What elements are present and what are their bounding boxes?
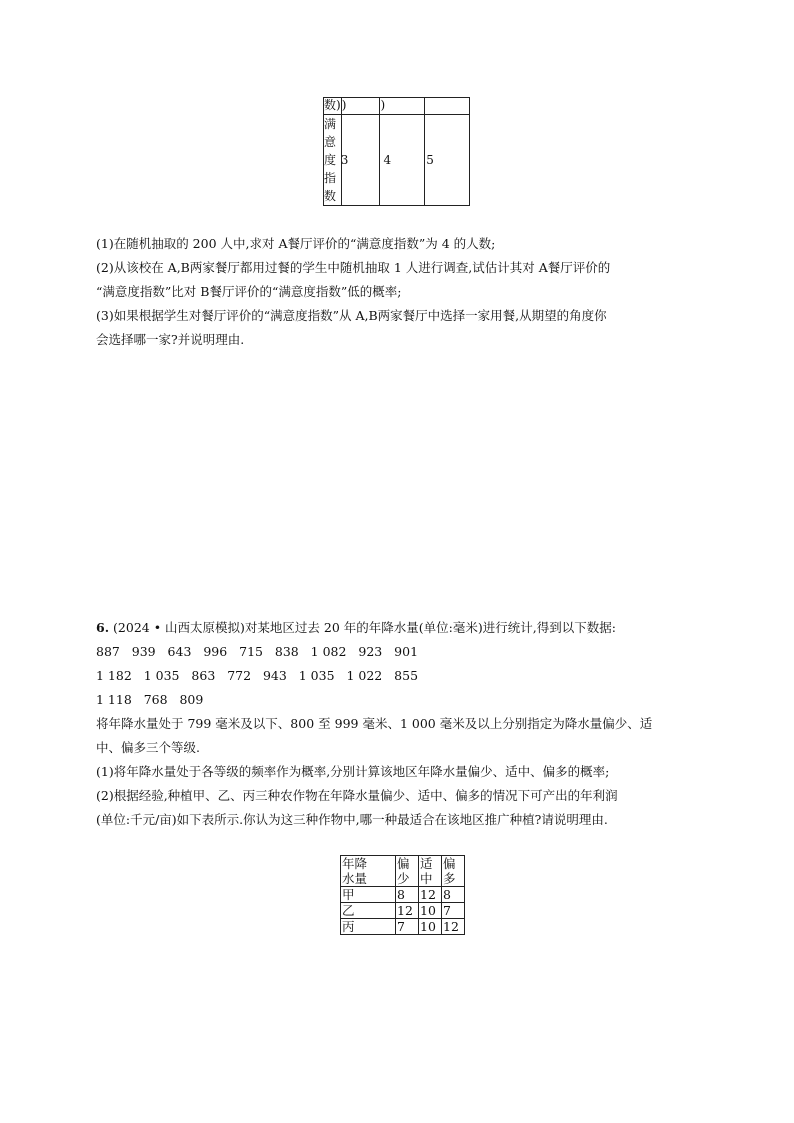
q5-part3-line1: (3)如果根据学生对餐厅评价的“满意度指数”从 A,B两家餐厅中选择一家用餐,从期望的角度你 [96, 308, 607, 323]
table-cell: 甲 [341, 887, 396, 903]
profit-table [340, 855, 465, 935]
q5-part2-line2: “满意度指数”比对 B餐厅评价的“满意度指数”低的概率; [96, 284, 402, 299]
table-cell: 丙 [341, 919, 396, 935]
table-cell [324, 98, 342, 115]
table-cell: 10 [419, 903, 442, 919]
value-3: 3 [340, 152, 349, 167]
header-cell: 年降 水量 [341, 856, 396, 887]
value-4: 4 [383, 152, 392, 167]
table-cell [425, 98, 470, 115]
label-char: 意 [324, 135, 337, 149]
header-cell-text: ) [336, 98, 341, 112]
table-cell: 10 [419, 919, 442, 935]
q5-part3-line2: 会选择哪一家?并说明理由. [96, 332, 245, 347]
label-char: 指 [324, 171, 337, 185]
header-cell: 偏 多 [442, 856, 465, 887]
q6-part2-line2: (单位:千元/亩)如下表所示.你认为这三种作物中,哪一种最适合在该地区推广种植?请说明理由. [96, 812, 608, 827]
q5-part1: (1)在随机抽取的 200 人中,求对 A餐厅评价的“满意度指数”为 4 的人数; [96, 236, 496, 251]
table-row [341, 919, 465, 935]
table-row [324, 98, 470, 115]
table-cell [380, 115, 425, 206]
header-cell: 适 中 [419, 856, 442, 887]
table-row [341, 887, 465, 903]
header-char: 数 [324, 98, 337, 112]
q5-part2-line1: (2)从该校在 A,B两家餐厅都用过餐的学生中随机抽取 1 人进行调查,试估计其对 A餐厅评价的 [96, 260, 611, 275]
vertical-label-cell [324, 115, 342, 206]
label-char: 数 [324, 189, 337, 203]
label-char: 满 [324, 117, 337, 131]
q6-part1: (1)将年降水量处于各等级的频率作为概率,分别计算该地区年降水量偏少、适中、偏多的概率; [96, 764, 610, 779]
table-cell: ) [341, 98, 380, 115]
table-cell: 12 [442, 919, 465, 935]
value-5: 5 [426, 152, 434, 167]
label-char: 度 [324, 153, 337, 167]
table-cell: 7 [396, 919, 419, 935]
data-line-2: 1 182 1 035 863 772 943 1 035 1 022 855 [96, 668, 419, 683]
table-row [324, 115, 470, 206]
q6-intro [96, 620, 616, 636]
q6-part2-line1: (2)根据经验,种植甲、乙、丙三种农作物在年降水量偏少、适中、偏多的情况下可产出的年利润 [96, 788, 618, 803]
table-cell: 7 [442, 903, 465, 919]
table-cell: 乙 [341, 903, 396, 919]
table-cell: ) [380, 98, 425, 115]
q6-levels-line2: 中、偏多三个等级. [96, 740, 200, 755]
q6-intro-text: (2024 • 山西太原模拟)对某地区过去 20 年的年降水量(单位:毫米)进行统计,得到以下数据: [113, 620, 616, 635]
table-cell: 12 [419, 887, 442, 903]
header-cell: 偏 少 [396, 856, 419, 887]
table-cell [425, 115, 470, 206]
table-cell [341, 115, 380, 206]
question-number: 6. [96, 620, 110, 635]
table-header-row [341, 856, 465, 887]
satisfaction-table [323, 97, 470, 206]
table-cell: 8 [442, 887, 465, 903]
table-cell: 8 [396, 887, 419, 903]
q6-levels-line1: 将年降水量处于 799 毫米及以下、800 至 999 毫米、1 000 毫米及以上分别指定为降水量偏少、适 [96, 716, 653, 731]
data-line-3: 1 118 768 809 [96, 692, 204, 707]
data-line-1: 887 939 643 996 715 838 1 082 923 901 [96, 644, 419, 659]
table-row [341, 903, 465, 919]
table-cell: 12 [396, 903, 419, 919]
